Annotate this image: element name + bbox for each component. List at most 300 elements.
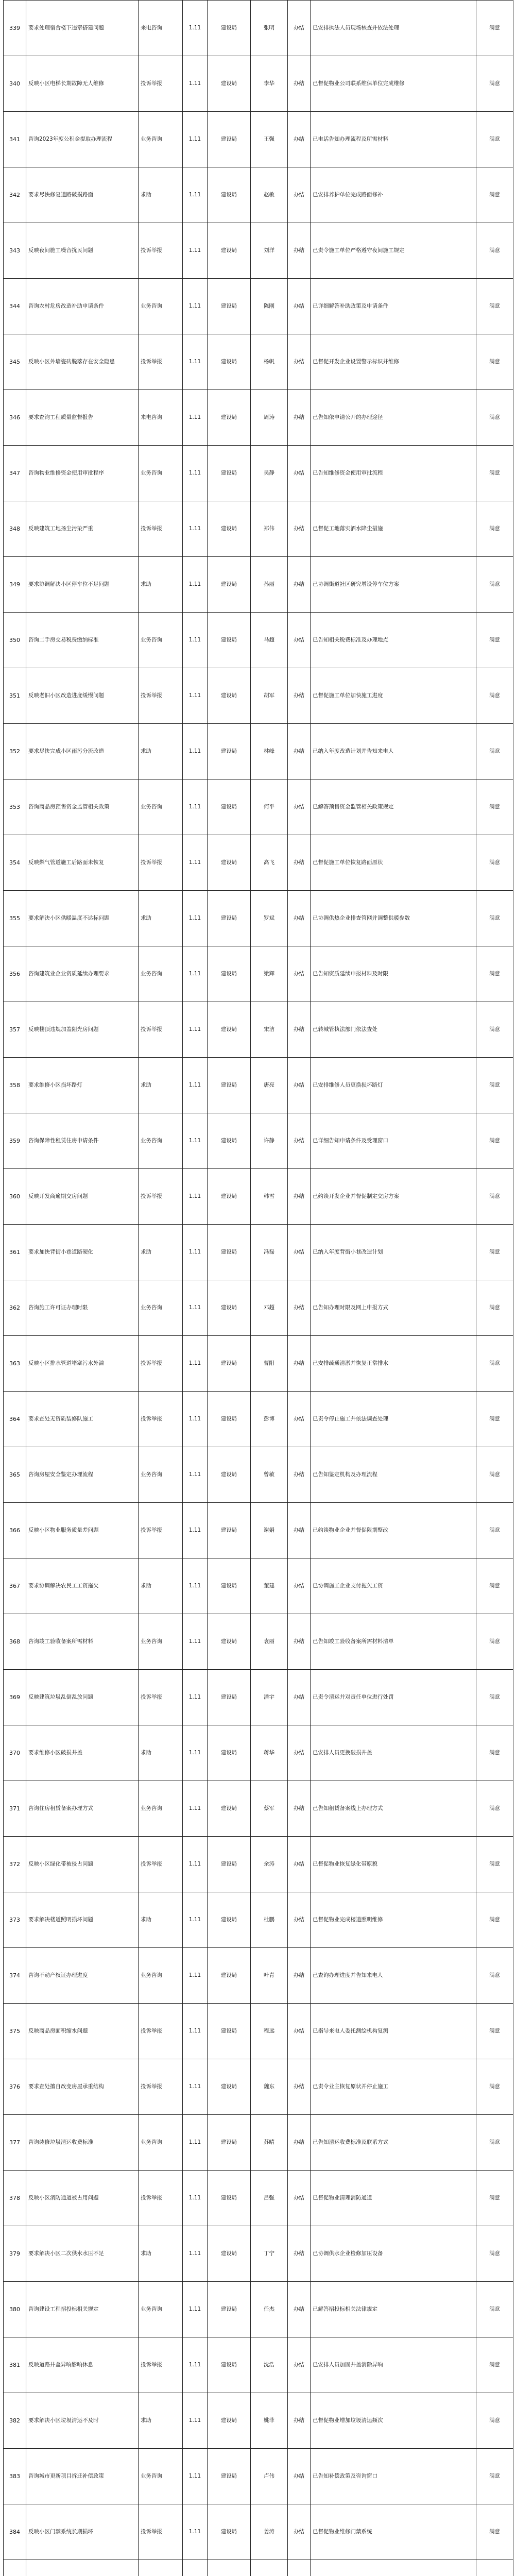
- row-evaluation: 满意: [476, 1725, 513, 1781]
- row-status: 办结: [288, 2504, 311, 2560]
- row-handler: 曹阳: [251, 1336, 288, 1392]
- row-number: 378: [4, 2171, 26, 2226]
- row-type: 投诉举报: [139, 1670, 183, 1725]
- row-type: 投诉举报: [139, 2004, 183, 2059]
- table-row: [4, 2282, 513, 2337]
- row-type: 投诉举报: [139, 2504, 183, 2560]
- row-handler: 陈刚: [251, 279, 288, 334]
- row-number: 345: [4, 334, 26, 390]
- row-date: 1.11: [183, 946, 208, 1002]
- row-title: 咨询不动产权证办理进度: [26, 1948, 139, 2004]
- table-row: [4, 223, 513, 279]
- row-number: 367: [4, 1558, 26, 1614]
- row-type: 投诉举报: [139, 1169, 183, 1225]
- row-result: 已责令施工单位严格遵守夜间施工规定: [311, 223, 476, 279]
- row-number: 379: [4, 2226, 26, 2282]
- row-type: 求助: [139, 2393, 183, 2449]
- row-status: 办结: [288, 2282, 311, 2337]
- row-type: 求助: [139, 557, 183, 613]
- row-type: 投诉举报: [139, 2171, 183, 2226]
- row-handler: 吴静: [251, 446, 288, 501]
- row-status: 办结: [288, 1002, 311, 1058]
- row-number: 362: [4, 1280, 26, 1336]
- row-status: 办结: [288, 2449, 311, 2504]
- row-evaluation: 满意: [476, 1447, 513, 1503]
- row-number: 371: [4, 1781, 26, 1837]
- row-evaluation: 满意: [476, 1892, 513, 1948]
- row-status: 办结: [288, 1725, 311, 1781]
- row-number: 349: [4, 557, 26, 613]
- row-number: 368: [4, 1614, 26, 1670]
- row-status: 办结: [288, 2393, 311, 2449]
- row-date: 1.11: [183, 668, 208, 724]
- row-type: 投诉举报: [139, 2337, 183, 2393]
- row-title: 咨询保障性租赁住房申请条件: [26, 1113, 139, 1169]
- petition-table: [3, 0, 513, 2576]
- table-row: [4, 2504, 513, 2560]
- row-type: 求助: [139, 724, 183, 779]
- row-department: 建设局: [208, 1670, 251, 1725]
- row-department: [208, 2560, 251, 2576]
- row-title: 反映建筑垃圾乱倒乱放问题: [26, 1670, 139, 1725]
- row-handler: 赵敏: [251, 167, 288, 223]
- row-department: 建设局: [208, 1837, 251, 1892]
- table-row: [4, 1392, 513, 1447]
- row-date: 1.11: [183, 446, 208, 501]
- row-department: 建设局: [208, 668, 251, 724]
- table-row: [4, 1002, 513, 1058]
- row-handler: 许静: [251, 1113, 288, 1169]
- row-date: 1.11: [183, 1336, 208, 1392]
- table-row: [4, 835, 513, 891]
- row-status: [288, 2560, 311, 2576]
- row-title: 反映小区物业服务质量差问题: [26, 1503, 139, 1558]
- row-type: 投诉举报: [139, 56, 183, 112]
- row-result: 已督促物业维修门禁系统: [311, 2504, 476, 2560]
- row-type: 投诉举报: [139, 1837, 183, 1892]
- row-handler: 任杰: [251, 2282, 288, 2337]
- row-title: 要求加快背街小巷道路硬化: [26, 1225, 139, 1280]
- row-department: 建设局: [208, 613, 251, 668]
- row-date: 1.11: [183, 2449, 208, 2504]
- row-title: 反映小区门禁系统长期损坏: [26, 2504, 139, 2560]
- row-date: 1.11: [183, 2282, 208, 2337]
- row-evaluation: 满意: [476, 1614, 513, 1670]
- row-evaluation: 满意: [476, 1113, 513, 1169]
- row-number: 357: [4, 1002, 26, 1058]
- row-evaluation: 满意: [476, 2004, 513, 2059]
- row-date: 1.11: [183, 1, 208, 56]
- row-date: [183, 2560, 208, 2576]
- row-handler: 张明: [251, 1, 288, 56]
- row-status: 办结: [288, 1558, 311, 1614]
- row-type: 投诉举报: [139, 1002, 183, 1058]
- row-department: 建设局: [208, 1503, 251, 1558]
- table-row: [4, 613, 513, 668]
- row-date: 1.11: [183, 2504, 208, 2560]
- table-row: [4, 1558, 513, 1614]
- row-result: 已督促工地落实洒水降尘措施: [311, 501, 476, 557]
- row-title: 要求解决小区垃圾清运不及时: [26, 2393, 139, 2449]
- row-status: 办结: [288, 1837, 311, 1892]
- row-title: 咨询农村危房改造补助申请条件: [26, 279, 139, 334]
- row-status: 办结: [288, 1058, 311, 1113]
- row-department: 建设局: [208, 2337, 251, 2393]
- table-row: [4, 1, 513, 56]
- row-number: 353: [4, 779, 26, 835]
- row-date: 1.11: [183, 1614, 208, 1670]
- row-handler: 魏东: [251, 2059, 288, 2115]
- row-evaluation: 满意: [476, 1058, 513, 1113]
- row-handler: 姚菲: [251, 2393, 288, 2449]
- row-date: 1.11: [183, 1781, 208, 1837]
- row-date: 1.11: [183, 1058, 208, 1113]
- row-handler: 丁宁: [251, 2226, 288, 2282]
- row-result: 已责令业主恢复原状并停止施工: [311, 2059, 476, 2115]
- row-result: [311, 2560, 476, 2576]
- row-evaluation: 满意: [476, 1558, 513, 1614]
- row-result: 已解答招投标相关法律规定: [311, 2282, 476, 2337]
- row-status: 办结: [288, 2115, 311, 2171]
- row-handler: 苏晴: [251, 2115, 288, 2171]
- row-handler: 宋洁: [251, 1002, 288, 1058]
- row-title: 要求解决小区二次供水水压不足: [26, 2226, 139, 2282]
- row-status: 办结: [288, 501, 311, 557]
- row-result: 已协调街道社区研究增设停车位方案: [311, 557, 476, 613]
- row-evaluation: 满意: [476, 1, 513, 56]
- row-type: 业务咨询: [139, 112, 183, 167]
- row-date: 1.11: [183, 1558, 208, 1614]
- row-evaluation: 满意: [476, 2282, 513, 2337]
- row-status: 办结: [288, 1225, 311, 1280]
- row-handler: 姜涛: [251, 2504, 288, 2560]
- row-status: 办结: [288, 334, 311, 390]
- row-number: 370: [4, 1725, 26, 1781]
- row-number: 358: [4, 1058, 26, 1113]
- table-row: [4, 891, 513, 946]
- row-number: 356: [4, 946, 26, 1002]
- row-evaluation: 满意: [476, 1280, 513, 1336]
- table-row: [4, 2059, 513, 2115]
- row-number: 360: [4, 1169, 26, 1225]
- row-date: 1.11: [183, 1447, 208, 1503]
- row-type: 投诉举报: [139, 334, 183, 390]
- row-handler: 蔡军: [251, 1781, 288, 1837]
- row-number: 342: [4, 167, 26, 223]
- row-title: 反映小区消防通道被占用问题: [26, 2171, 139, 2226]
- row-evaluation: 满意: [476, 1948, 513, 2004]
- row-title: 要求查处无资质装修队施工: [26, 1392, 139, 1447]
- row-status: 办结: [288, 1447, 311, 1503]
- row-type: 业务咨询: [139, 1113, 183, 1169]
- petition-table-body: [4, 1, 513, 2576]
- row-evaluation: 满意: [476, 223, 513, 279]
- row-result: 已告知依申请公开的办理途径: [311, 390, 476, 446]
- row-type: 求助: [139, 891, 183, 946]
- row-result: 已转城管执法部门依法查处: [311, 1002, 476, 1058]
- row-evaluation: 满意: [476, 779, 513, 835]
- table-row: [4, 779, 513, 835]
- row-status: 办结: [288, 1503, 311, 1558]
- row-evaluation: 满意: [476, 2115, 513, 2171]
- row-number: 361: [4, 1225, 26, 1280]
- row-type: 投诉举报: [139, 668, 183, 724]
- row-handler: 吕强: [251, 2171, 288, 2226]
- row-number: 365: [4, 1447, 26, 1503]
- row-result: 已纳入年度改造计划并告知来电人: [311, 724, 476, 779]
- row-department: 建设局: [208, 1169, 251, 1225]
- row-title: 要求查询工程质量监督报告: [26, 390, 139, 446]
- row-type: 业务咨询: [139, 1280, 183, 1336]
- row-type: 业务咨询: [139, 2282, 183, 2337]
- row-evaluation: 满意: [476, 668, 513, 724]
- row-handler: 马超: [251, 613, 288, 668]
- row-handler: 曾敏: [251, 1447, 288, 1503]
- table-row: [4, 167, 513, 223]
- table-row: [4, 1336, 513, 1392]
- row-department: 建设局: [208, 1002, 251, 1058]
- row-department: 建设局: [208, 1113, 251, 1169]
- row-title: 要求尽快修复道路破损路面: [26, 167, 139, 223]
- row-date: 1.11: [183, 1670, 208, 1725]
- table-row: [4, 557, 513, 613]
- row-department: 建设局: [208, 2282, 251, 2337]
- row-type: 业务咨询: [139, 1781, 183, 1837]
- row-title: 咨询装修垃圾清运收费标准: [26, 2115, 139, 2171]
- row-status: 办结: [288, 1614, 311, 1670]
- row-result: 已督促物业完成楼道照明维修: [311, 1892, 476, 1948]
- row-evaluation: 满意: [476, 2504, 513, 2560]
- row-type: 投诉举报: [139, 223, 183, 279]
- table-row: [4, 2393, 513, 2449]
- row-status: 办结: [288, 1169, 311, 1225]
- row-date: 1.11: [183, 56, 208, 112]
- row-status: 办结: [288, 2337, 311, 2393]
- row-evaluation: 满意: [476, 1837, 513, 1892]
- row-type: 求助: [139, 1225, 183, 1280]
- row-evaluation: 满意: [476, 724, 513, 779]
- row-number: 364: [4, 1392, 26, 1447]
- row-department: 建设局: [208, 112, 251, 167]
- row-result: 已指导来电人委托测绘机构复测: [311, 2004, 476, 2059]
- row-evaluation: 满意: [476, 56, 513, 112]
- row-handler: 蒋华: [251, 1725, 288, 1781]
- row-handler: 唐亮: [251, 1058, 288, 1113]
- row-evaluation: 满意: [476, 1002, 513, 1058]
- row-evaluation: 满意: [476, 1225, 513, 1280]
- row-number: 363: [4, 1336, 26, 1392]
- row-handler: 郑伟: [251, 501, 288, 557]
- row-result: 已告知相关税费标准及办理地点: [311, 613, 476, 668]
- row-handler: 杨帆: [251, 334, 288, 390]
- row-date: 1.11: [183, 1892, 208, 1948]
- table-row: [4, 112, 513, 167]
- row-type: 投诉举报: [139, 1392, 183, 1447]
- row-evaluation: 满意: [476, 1336, 513, 1392]
- row-type: 投诉举报: [139, 2059, 183, 2115]
- row-number: 383: [4, 2449, 26, 2504]
- row-handler: 冯磊: [251, 1225, 288, 1280]
- row-result: 已督促物业公司联系维保单位完成维修: [311, 56, 476, 112]
- table-row: [4, 1225, 513, 1280]
- row-department: 建设局: [208, 1447, 251, 1503]
- row-number: 384: [4, 2504, 26, 2560]
- row-result: 已协调供热企业排查管网并调整供暖参数: [311, 891, 476, 946]
- row-number: 339: [4, 1, 26, 56]
- row-date: 1.11: [183, 2337, 208, 2393]
- row-date: 1.11: [183, 112, 208, 167]
- row-status: 办结: [288, 223, 311, 279]
- row-result: 已详细解答补助政策及申请条件: [311, 279, 476, 334]
- row-title: 反映小区电梯长期故障无人维修: [26, 56, 139, 112]
- row-result: 已约谈物业企业并督促限期整改: [311, 1503, 476, 1558]
- row-result: 已解答预售资金监管相关政策规定: [311, 779, 476, 835]
- row-title: 咨询建设工程招投标相关规定: [26, 2282, 139, 2337]
- row-status: 办结: [288, 279, 311, 334]
- row-title: 要求维修小区损坏路灯: [26, 1058, 139, 1113]
- row-date: 1.11: [183, 1225, 208, 1280]
- row-type: 业务咨询: [139, 1614, 183, 1670]
- row-type: [139, 2560, 183, 2576]
- row-type: 来电咨询: [139, 390, 183, 446]
- row-handler: 程远: [251, 2004, 288, 2059]
- row-number: 376: [4, 2059, 26, 2115]
- row-date: 1.11: [183, 2004, 208, 2059]
- table-row: [4, 1169, 513, 1225]
- row-handler: 沈浩: [251, 2337, 288, 2393]
- table-row: [4, 668, 513, 724]
- row-date: 1.11: [183, 223, 208, 279]
- table-row: [4, 1280, 513, 1336]
- row-status: 办结: [288, 1113, 311, 1169]
- row-title: 反映楼顶违规加盖阳光房问题: [26, 1002, 139, 1058]
- row-type: 求助: [139, 1558, 183, 1614]
- row-result: 已约谈开发企业并督促制定交房方案: [311, 1169, 476, 1225]
- row-number: 372: [4, 1837, 26, 1892]
- row-date: 1.11: [183, 1725, 208, 1781]
- row-result: 已协调供水企业检修加压设备: [311, 2226, 476, 2282]
- row-evaluation: 满意: [476, 1670, 513, 1725]
- row-department: 建设局: [208, 1558, 251, 1614]
- row-evaluation: 满意: [476, 946, 513, 1002]
- row-evaluation: 满意: [476, 2393, 513, 2449]
- row-date: 1.11: [183, 724, 208, 779]
- row-date: 1.11: [183, 2059, 208, 2115]
- row-number: 341: [4, 112, 26, 167]
- row-date: 1.11: [183, 2393, 208, 2449]
- table-row: [4, 1447, 513, 1503]
- row-title: 反映商品房面积缩水问题: [26, 2004, 139, 2059]
- row-department: 建设局: [208, 2059, 251, 2115]
- row-evaluation: 满意: [476, 2226, 513, 2282]
- row-department: 建设局: [208, 167, 251, 223]
- row-handler: 潘宇: [251, 1670, 288, 1725]
- row-number: 369: [4, 1670, 26, 1725]
- row-result: 已纳入年度背街小巷改造计划: [311, 1225, 476, 1280]
- table-row: [4, 1058, 513, 1113]
- row-result: 已责令停止施工并依法调查处理: [311, 1392, 476, 1447]
- row-department: 建设局: [208, 1058, 251, 1113]
- row-date: 1.11: [183, 1280, 208, 1336]
- row-title: 要求维修小区破损井盖: [26, 1725, 139, 1781]
- row-number: 359: [4, 1113, 26, 1169]
- row-title: 要求尽快完成小区雨污分流改造: [26, 724, 139, 779]
- row-type: 业务咨询: [139, 279, 183, 334]
- row-title: 咨询物业维修资金使用审批程序: [26, 446, 139, 501]
- row-department: 建设局: [208, 56, 251, 112]
- row-result: 已告知竣工验收备案所需材料清单: [311, 1614, 476, 1670]
- row-title: 咨询住房租赁备案办理方式: [26, 1781, 139, 1837]
- row-result: 已安排人员加固井盖消除异响: [311, 2337, 476, 2393]
- table-row: [4, 279, 513, 334]
- row-department: 建设局: [208, 1725, 251, 1781]
- row-handler: 高飞: [251, 835, 288, 891]
- row-department: 建设局: [208, 2449, 251, 2504]
- row-result: 已协调施工企业支付拖欠工资: [311, 1558, 476, 1614]
- row-status: 办结: [288, 2171, 311, 2226]
- row-department: 建设局: [208, 1392, 251, 1447]
- row-status: 办结: [288, 446, 311, 501]
- row-status: 办结: [288, 56, 311, 112]
- row-handler: 邓超: [251, 1280, 288, 1336]
- row-date: 1.11: [183, 334, 208, 390]
- row-result: 已告知补偿政策及咨询窗口: [311, 2449, 476, 2504]
- row-result: 已督促物业增加垃圾清运频次: [311, 2393, 476, 2449]
- table-row: [4, 1892, 513, 1948]
- row-status: 办结: [288, 1336, 311, 1392]
- row-number: 354: [4, 835, 26, 891]
- row-result: 已告知清运收费标准及联系方式: [311, 2115, 476, 2171]
- row-department: 建设局: [208, 446, 251, 501]
- row-title: 要求处理宿舍楼下违章搭建问题: [26, 1, 139, 56]
- row-type: 投诉举报: [139, 1503, 183, 1558]
- row-evaluation: 满意: [476, 1169, 513, 1225]
- row-handler: 罗斌: [251, 891, 288, 946]
- table-row: [4, 724, 513, 779]
- row-evaluation: 满意: [476, 613, 513, 668]
- row-date: 1.11: [183, 2226, 208, 2282]
- row-department: 建设局: [208, 1, 251, 56]
- row-type: 求助: [139, 1725, 183, 1781]
- row-handler: 孙丽: [251, 557, 288, 613]
- row-department: 建设局: [208, 223, 251, 279]
- row-status: 办结: [288, 1392, 311, 1447]
- table-row: [4, 1837, 513, 1892]
- row-handler: 袁丽: [251, 1614, 288, 1670]
- row-type: 求助: [139, 167, 183, 223]
- row-evaluation: 满意: [476, 1392, 513, 1447]
- row-title: 咨询竣工验收备案所需材料: [26, 1614, 139, 1670]
- row-number: 346: [4, 390, 26, 446]
- row-date: 1.11: [183, 779, 208, 835]
- row-handler: 杜鹏: [251, 1892, 288, 1948]
- row-status: 办结: [288, 2004, 311, 2059]
- row-date: 1.11: [183, 2115, 208, 2171]
- row-status: 办结: [288, 835, 311, 891]
- row-title: 咨询2023年度公积金提取办理流程: [26, 112, 139, 167]
- table-row: [4, 1614, 513, 1670]
- table-row: [4, 1113, 513, 1169]
- row-result: 已督促物业恢复绿化带原貌: [311, 1837, 476, 1892]
- row-department: 建设局: [208, 946, 251, 1002]
- row-department: 建设局: [208, 2226, 251, 2282]
- row-title: 要求协调解决农民工工资拖欠: [26, 1558, 139, 1614]
- row-result: 已告知办理时限及网上申报方式: [311, 1280, 476, 1336]
- row-title: 要求查处擅自改变房屋承重结构: [26, 2059, 139, 2115]
- row-department: 建设局: [208, 334, 251, 390]
- row-handler: 董建: [251, 1558, 288, 1614]
- row-department: 建设局: [208, 1892, 251, 1948]
